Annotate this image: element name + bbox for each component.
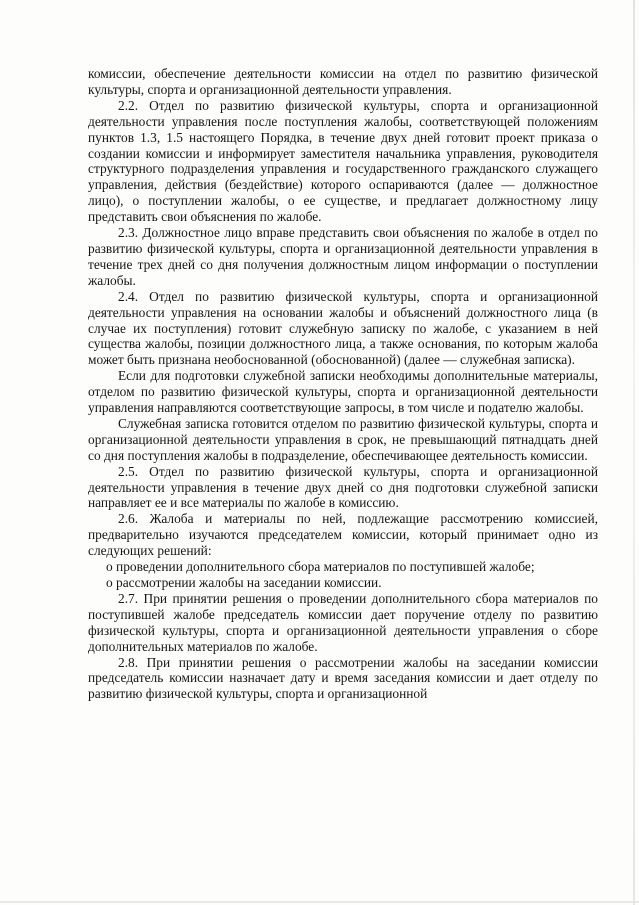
paragraph-2-2: 2.2. Отдел по развитию физической культуры, спорта и организационной деятельности управления после поступления жалобы, соответствующей положениям пунктов 1.3, 1.5 настоящего Порядка, в течение двух дней готовит проект приказа о создании комиссии и информирует заместителя начальника управления, руководителя структурного подразделения управления и государственного гражданского служащего управления, действия (бездействие) которого оспариваются (далее — должностное лицо), о поступлении жалобы, о ее существе, и предлагает должностному лицу представить свои объяснения по жалобе. (88, 97, 598, 225)
paragraph-option-meeting: о рассмотрении жалобы на заседании комиссии. (106, 575, 382, 590)
paragraph-memo-deadline: Служебная записка готовится отделом по развитию физической культуры, спорта и организационной деятельности управления в срок, не превышающий пятнадцать дней со дня поступления жалобы в подразделение, обеспечивающее деятельность комиссии. (88, 415, 598, 463)
paragraph-option-additional-collection: о проведении дополнительного сбора материалов по поступившей жалобе; (106, 559, 535, 575)
paragraph-2-3: 2.3. Должностное лицо вправе представить свои объяснения по жалобе в отдел по развитию физической культуры, спорта и организационной деятельности управления в течение трех дней со дня получения должностным лицом информации о поступлении жалобы. (88, 225, 598, 288)
paragraph-2-4: 2.4. Отдел по развитию физической культуры, спорта и организационной деятельности управления на основании жалобы и объяснений должностного лица (в случае их поступления) готовит служебную записку по жалобе, с указанием в ней существа жалобы, позиции должностного лица, а также основания, по которым жалоба может быть признана необоснованной (обоснованной) (далее — служебная записка). (88, 288, 598, 368)
paragraph-2-5: 2.5. Отдел по развитию физической культуры, спорта и организационной деятельности управления в течение двух дней со дня подготовки служебной записки направляет ее и все материалы по жалобе в комиссию. (88, 463, 598, 511)
paragraph-continuation: комиссии, обеспечение деятельности комиссии на отдел по развитию физической культуры, спорта и организационной деятельности управления. (88, 66, 598, 97)
scan-edge-bottom (0, 901, 639, 903)
paragraph-2-8: 2.8. При принятии решения о рассмотрении жалобы на заседании комиссии председатель комиссии назначает дату и время заседания комиссии и дает отделу по развитию физической культуры, спорта и организационной (88, 654, 598, 702)
paragraph-additional-materials: Если для подготовки служебной записки необходимы дополнительные материалы, отделом по развитию физической культуры, спорта и организационной деятельности управления направляются соответствующие запросы, в том числе и подателю жалобы. (88, 368, 598, 416)
document-body (88, 66, 598, 702)
paragraph-2-7: 2.7. При принятии решения о проведении дополнительного сбора материалов по поступившей жалобе председатель комиссии дает поручение отделу по развитию физической культуры, спорта и организационной деятельности управления о сборе дополнительных материалов по жалобе. (88, 590, 598, 654)
scan-edge-right (633, 0, 635, 905)
paragraph-2-6: 2.6. Жалоба и материалы по ней, подлежащие рассмотрению комиссией, предварительно изучаются председателем комиссии, который принимает одно из следующих решений: (88, 511, 598, 559)
